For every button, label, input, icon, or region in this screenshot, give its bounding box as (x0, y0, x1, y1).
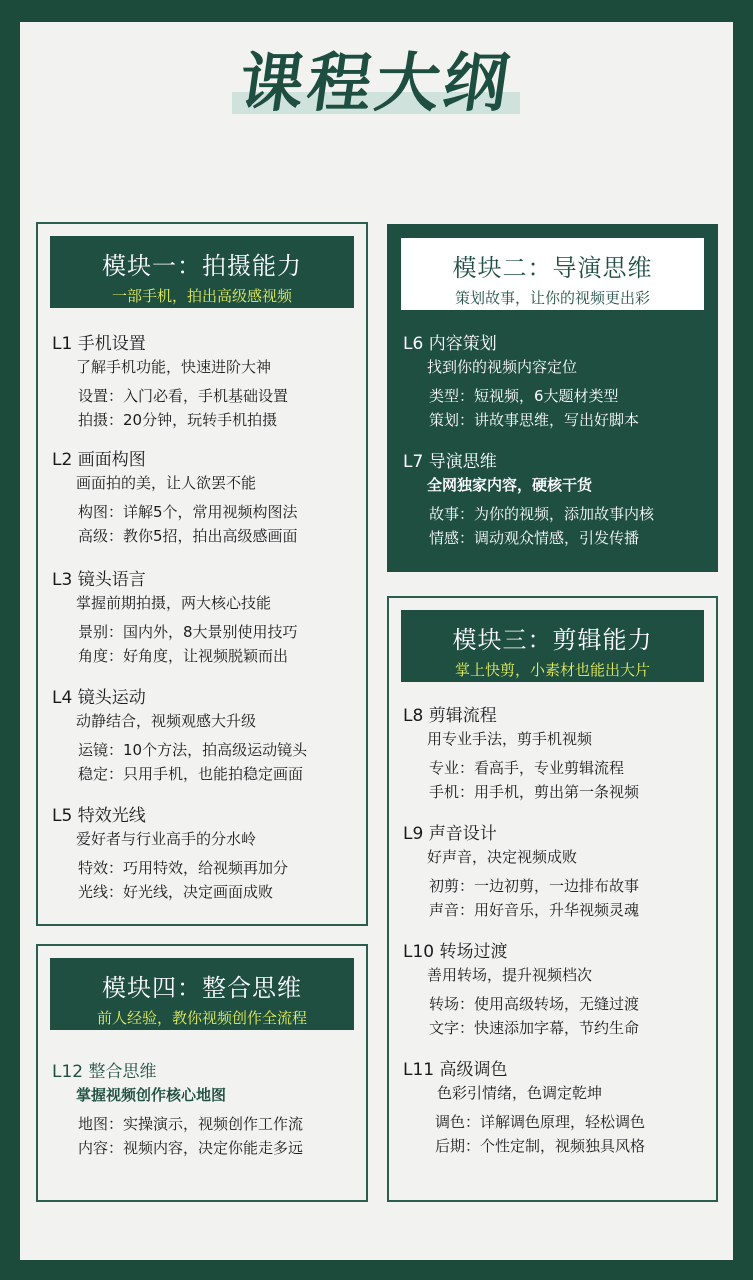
lesson-item: 故事：为你的视频，添加故事内核 (429, 505, 655, 523)
lesson-l5 (52, 804, 360, 904)
lesson-title: L9 声音设计 (403, 824, 497, 844)
lesson-subtitle: 掌握前期拍摄，两大核心技能 (76, 594, 272, 612)
lesson-item: 拍摄：20分钟，玩转手机拍摄 (78, 411, 278, 429)
page-title: 课程大纲 (234, 47, 517, 121)
module-subtitle: 一部手机，拍出高级感视频 (111, 287, 292, 305)
lesson-item: 专业：看高手，专业剪辑流程 (429, 759, 625, 777)
lesson-item: 转场：使用高级转场，无缝过渡 (429, 995, 640, 1013)
module-2-header (401, 238, 704, 310)
lesson-item: 高级：教你5招，拍出高级感画面 (78, 527, 298, 545)
lesson-subtitle: 了解手机功能，快速进阶大神 (76, 358, 272, 376)
lesson-subtitle: 动静结合，视频观感大升级 (76, 712, 257, 730)
lesson-subtitle: 画面拍的美，让人欲罢不能 (76, 474, 257, 492)
lesson-title: L12 整合思维 (52, 1062, 157, 1082)
lesson-item: 初剪：一边初剪，一边排布故事 (429, 877, 640, 895)
lesson-l12 (52, 1060, 360, 1160)
module-title: 模块三：剪辑能力 (452, 626, 653, 654)
lesson-subtitle: 好声音，决定视频成败 (427, 848, 578, 866)
lesson-l8 (403, 704, 710, 804)
module-title: 模块一：拍摄能力 (102, 252, 302, 280)
module-3-card (387, 596, 718, 1202)
lesson-subtitle: 找到你的视频内容定位 (427, 358, 578, 376)
lesson-item: 特效：巧用特效，给视频再加分 (78, 859, 289, 877)
module-1-header (50, 236, 354, 308)
lesson-l2 (52, 448, 360, 548)
module-title: 模块四：整合思维 (102, 974, 302, 1002)
lesson-subtitle: 善用转场，提升视频档次 (427, 966, 593, 984)
lesson-l7 (403, 450, 710, 550)
lesson-title: L7 导演思维 (403, 452, 497, 472)
lesson-title: L2 画面构图 (52, 450, 146, 470)
lesson-l3 (52, 568, 360, 668)
lesson-l1 (52, 332, 360, 432)
module-1-card (36, 222, 368, 926)
lesson-subtitle: 掌握视频创作核心地图 (76, 1086, 227, 1104)
lesson-item: 稳定：只用手机，也能拍稳定画面 (78, 765, 304, 783)
lesson-title: L8 剪辑流程 (403, 706, 497, 726)
lesson-item: 后期：个性定制，视频独具风格 (435, 1137, 646, 1155)
lesson-subtitle: 色彩引情绪，色调定乾坤 (437, 1084, 603, 1102)
lesson-title: L3 镜头语言 (52, 570, 146, 590)
lesson-l4 (52, 686, 360, 786)
lesson-item: 情感：调动观众情感，引发传播 (429, 529, 640, 547)
lesson-item: 景别：国内外，8大景别使用技巧 (78, 623, 298, 641)
lesson-title: L11 高级调色 (403, 1060, 508, 1080)
poster-frame (20, 22, 733, 1260)
lesson-item: 类型：短视频，6大题材类型 (429, 387, 619, 405)
module-4-card (36, 944, 368, 1202)
lesson-item: 调色：详解调色原理，轻松调色 (435, 1113, 646, 1131)
lesson-l11 (403, 1058, 710, 1158)
lesson-item: 构图：详解5个，常用视频构图法 (78, 503, 298, 521)
lesson-title: L4 镜头运动 (52, 688, 146, 708)
lesson-item: 文字：快速添加字幕，节约生命 (429, 1019, 640, 1037)
lesson-l10 (403, 940, 710, 1040)
lesson-item: 运镜：10个方法，拍高级运动镜头 (78, 741, 308, 759)
lesson-subtitle: 爱好者与行业高手的分水岭 (76, 830, 257, 848)
module-subtitle: 前人经验，教你视频创作全流程 (96, 1009, 307, 1027)
module-2-card (387, 224, 718, 572)
lesson-item: 声音：用好音乐，升华视频灵魂 (429, 901, 640, 919)
lesson-item: 手机：用手机，剪出第一条视频 (429, 783, 640, 801)
lesson-subtitle: 全网独家内容，硬核干货 (427, 476, 593, 494)
lesson-subtitle: 用专业手法，剪手机视频 (427, 730, 593, 748)
lesson-title: L1 手机设置 (52, 334, 146, 354)
module-3-header (401, 610, 704, 682)
module-title: 模块二：导演思维 (452, 254, 653, 282)
lesson-l9 (403, 822, 710, 922)
lesson-item: 设置：入门必看，手机基础设置 (78, 387, 289, 405)
lesson-item: 光线：好光线，决定画面成败 (78, 883, 274, 901)
lesson-item: 策划：讲故事思维，写出好脚本 (429, 411, 640, 429)
module-subtitle: 策划故事，让你的视频更出彩 (454, 289, 650, 307)
lesson-item: 内容：视频内容，决定你能走多远 (78, 1139, 304, 1157)
lesson-title: L5 特效光线 (52, 806, 146, 826)
lesson-l6 (403, 332, 710, 432)
lesson-title: L10 转场过渡 (403, 942, 508, 962)
lesson-title: L6 内容策划 (403, 334, 497, 354)
lesson-item: 地图：实操演示，视频创作工作流 (78, 1115, 304, 1133)
lesson-item: 角度：好角度，让视频脱颖而出 (78, 647, 289, 665)
module-4-header (50, 958, 354, 1030)
module-subtitle: 掌上快剪，小素材也能出大片 (454, 661, 650, 679)
